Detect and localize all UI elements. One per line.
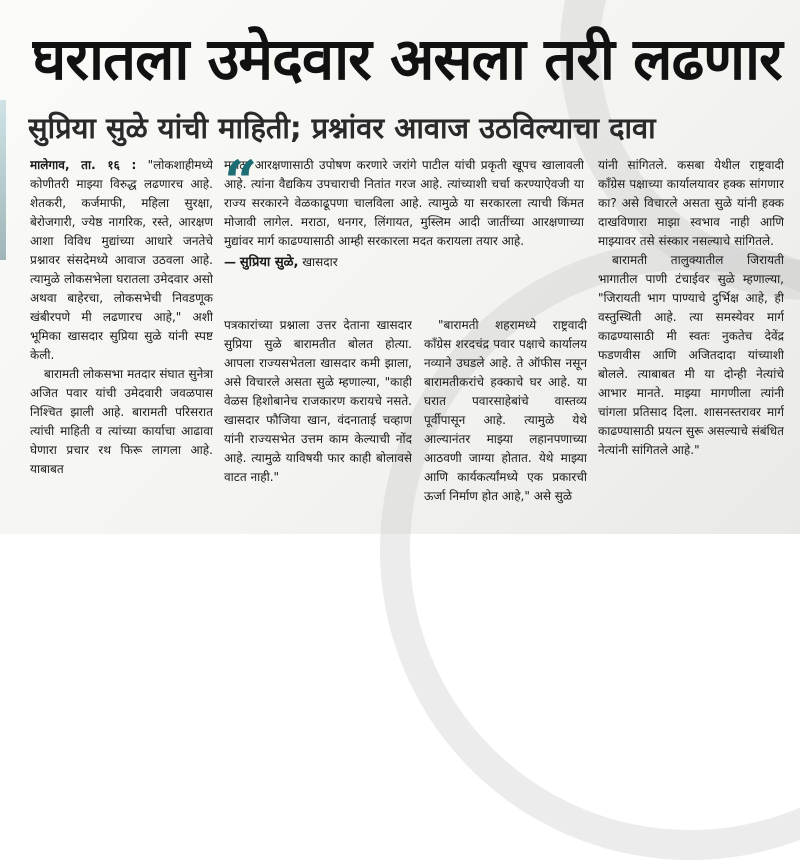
headline: घरातला उमेदवार असला तरी लढणार: [32, 25, 782, 93]
subheadline: सुप्रिया सुळे यांची माहिती; प्रश्नांवर आवाज उठविल्याचा दावा: [28, 111, 656, 145]
article-paragraph: यांनी सांगितले. कसबा येथील राष्ट्रवादी कॉंग्रेस पक्षाच्या कार्यालयावर हक्क सांगणार का? असे विचारले असता सुळे यांनी हक्क दाखविणारा माझा स्वभाव नाही आणि माझ्यावर तसे संस्कार नसल्याचे सांगितले.: [598, 158, 784, 248]
quote-author-title: खासदार: [298, 255, 338, 269]
attribution-dash: —: [224, 255, 236, 269]
article-column-3: [424, 316, 587, 526]
article-paragraph: "बारामती शहरामध्ये राष्ट्रवादी कॉंग्रेस शरदचंद्र पवार पक्षाचे कार्यालय नव्याने उघडले आहे. ते ऑफीस नसून बारामतीकरांचे हक्काचे घर आहे. या घरात पवारसाहेबांचे वास्तव्य पूर्वीपासून आहे. त्यामुळे येथे आल्यानंतर माझ्या लहानपणाच्या आठवणी जाग्या होतात. येथे माझ्या आणि कार्यकर्त्यांमध्ये एक प्रकारची ऊर्जा निर्माण होत आहे," असे सुळे: [424, 318, 587, 503]
article-paragraph: पत्रकारांच्या प्रश्नाला उत्तर देताना खासदार सुप्रिया सुळे बारामतीत बोलत होत्या. आपला राज्यसभेतला खासदार कमी झाला, असे विचारले असता सुळे म्हणाल्या, "काही वेळस हिशोबानेच राजकारण करायचे नसते. खासदार फौजिया खान, वंदनाताई चव्हाण यांनी राज्यसभेत उत्तम काम केल्याची नोंद आहे. त्यामुळे याविषयी फार काही बोलावसे वाटत नाही.": [224, 318, 412, 484]
quote-mark-icon: “: [224, 156, 258, 216]
dateline: मालेगाव, ता. १६ :: [30, 158, 137, 172]
article-column-4: [598, 156, 784, 526]
quote-attribution: [224, 253, 584, 272]
adjacent-page-edge: [0, 100, 6, 260]
article-column-2: [224, 316, 412, 526]
article-column-1: [30, 156, 213, 526]
pull-quote-text: मराठा आरक्षणासाठी उपोषण करणारे जरांगे पाटील यांची प्रकृती खूपच खालावली आहे. त्यांना वैद्यकिय उपचाराची नितांत गरज आहे. त्यांच्याशी चर्चा करण्याऐवजी या राज्य सरकारने वेळकाढूपणा चालविला आहे. त्यामुळे या सरकारला त्याची किंमत मोजावी लागेल. मराठा, धनगर, लिंगायत, मुस्लिम आदी जातींच्या आरक्षणाच्या मुद्यांवर मार्ग काढण्यासाठी आम्ही सरकारला मदत करायला तयार आहे.: [224, 158, 584, 248]
quote-author-name: सुप्रिया सुळे,: [239, 255, 299, 270]
article-paragraph: "लोकशाहीमध्ये कोणीतरी माझ्या विरुद्ध लढणारच आहे. शेतकरी, कर्जमाफी, महिला सुरक्षा, बेरोजगारी, ज्येष्ठ नागरिक, रस्ते, आरक्षण आशा विविध मुद्यांच्या आधारे जनतेचे प्रश्नावर संसदेमध्ये आवाज उठवला आहे. त्यामुळे लोकसभेला घरातला उमेदवार असो अथवा बाहेरचा, लोकसभेची निवडणूक खंबीरपणे मी लढणारच आहे," अशी भूमिका खासदार सुप्रिया सुळे यांनी स्पष्ट केली.: [30, 158, 213, 362]
article-paragraph: बारामती लोकसभा मतदार संघात सुनेत्रा अजित पवार यांची उमेदवारी जवळपास निश्चित झाली आहे. बारामती परिसरात त्यांची माहिती व त्यांच्या कार्याचा आढावा घेणारा प्रचार रथ फिरू लागला आहे. याबाबत: [30, 367, 213, 476]
pull-quote-box: [224, 156, 584, 306]
article-paragraph: बारामती तालुक्यातील जिरायती भागातील पाणी टंचाईवर सुळे म्हणाल्या, "जिरायती भाग पाण्याचे दुर्भिक्ष आहे, ही वस्तुस्थिती आहे. त्या समस्येवर मार्ग काढण्यासाठी मी स्वतः नुकतेच देवेंद्र फडणवीस आणि अजितदादा यांच्याशी बोलले. त्याबाबत मी या दोन्ही नेत्यांचे आभार मानते. माझ्या मागणीला त्यांनी चांगला प्रतिसाद दिला. शासनस्तरावर मार्ग काढण्यासाठी प्रयत्न सुरू असल्याचे संबंधित नेत्यांनी सांगितले आहे.": [598, 253, 784, 457]
